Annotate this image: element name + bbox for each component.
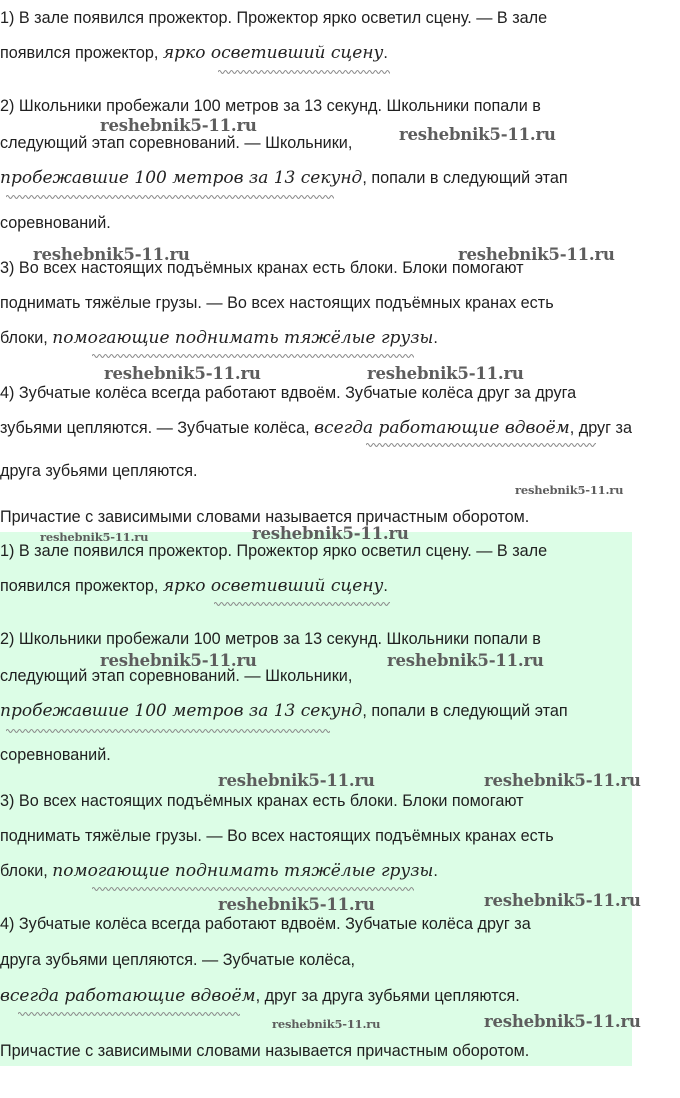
watermark: reshebnik5-11.ru <box>387 651 544 670</box>
watermark: reshebnik5-11.ru <box>399 125 556 144</box>
wavy-underline <box>6 728 330 734</box>
participle-phrase: всегда работающие вдвоём <box>314 418 570 438</box>
text-line: следующий этап соревнований. — Школьники, <box>0 134 353 152</box>
wavy-underline-graphic <box>92 353 414 359</box>
wavy-underline-graphic <box>6 194 334 200</box>
watermark: reshebnik5-11.ru <box>484 1012 641 1031</box>
wavy-underline-graphic <box>214 601 390 607</box>
watermark: reshebnik5-11.ru <box>484 891 641 910</box>
text-line: соревнований. <box>0 214 111 232</box>
wavy-underline <box>6 194 334 200</box>
wavy-underline <box>92 353 414 359</box>
wavy-underline-graphic <box>18 1011 240 1017</box>
text-line: 4) Зубчатые колёса всегда работают вдвоём. Зубчатые колёса друг за друга <box>0 384 577 402</box>
wavy-underline <box>218 69 390 75</box>
wavy-underline-graphic <box>6 728 330 734</box>
text-line: появился прожектор, ярко осветивший сцену. <box>0 576 388 596</box>
text-line: друга зубьями цепляются. <box>0 462 198 480</box>
watermark: reshebnik5-11.ru <box>104 364 261 383</box>
watermark: reshebnik5-11.ru <box>100 651 257 670</box>
watermark: reshebnik5-11.ru <box>252 524 409 543</box>
participle-phrase: помогающие поднимать тяжёлые грузы <box>52 328 434 348</box>
text-line: друга зубьями цепляются. — Зубчатые колёса, <box>0 951 356 969</box>
text-line: зубьями цепляются. — Зубчатые колёса, всегда работающие вдвоём, друг за <box>0 418 632 438</box>
wavy-underline <box>18 1011 240 1017</box>
text-line: блоки, помогающие поднимать тяжёлые грузы. <box>0 328 438 348</box>
watermark: reshebnik5-11.ru <box>40 530 149 544</box>
watermark: reshebnik5-11.ru <box>218 771 375 790</box>
wavy-underline <box>366 442 596 448</box>
watermark: reshebnik5-11.ru <box>218 895 375 914</box>
text-line: Причастие с зависимыми словами называется причастным оборотом. <box>0 1042 530 1060</box>
text-line: поднимать тяжёлые грузы. — Во всех настоящих подъёмных кранах есть <box>0 827 554 845</box>
text-line: всегда работающие вдвоём, друг за друга зубьями цепляются. <box>0 986 520 1006</box>
text-line: пробежавшие 100 метров за 13 секунд, попали в следующий этап <box>0 168 568 188</box>
text-line: поднимать тяжёлые грузы. — Во всех настоящих подъёмных кранах есть <box>0 294 554 312</box>
text-line: Причастие с зависимыми словами называется причастным оборотом. <box>0 508 530 526</box>
watermark: reshebnik5-11.ru <box>367 364 524 383</box>
wavy-underline-graphic <box>366 442 596 448</box>
text-line: появился прожектор, ярко осветивший сцену. <box>0 43 388 63</box>
answer-block-highlighted <box>0 532 632 1066</box>
participle-phrase: ярко осветивший сцену <box>162 576 384 596</box>
participle-phrase: пробежавшие 100 метров за 13 секунд <box>0 701 363 721</box>
wavy-underline-graphic <box>92 886 414 892</box>
answer-block-original <box>0 0 680 532</box>
watermark: reshebnik5-11.ru <box>100 116 257 135</box>
participle-phrase: всегда работающие вдвоём <box>0 986 256 1006</box>
text-line: 1) В зале появился прожектор. Прожектор ярко осветил сцену. — В зале <box>0 542 548 560</box>
text-line: 1) В зале появился прожектор. Прожектор ярко осветил сцену. — В зале <box>0 9 548 27</box>
watermark: reshebnik5-11.ru <box>33 245 190 264</box>
watermark: reshebnik5-11.ru <box>458 245 615 264</box>
text-line: 2) Школьники пробежали 100 метров за 13 секунд. Школьники попали в <box>0 97 541 115</box>
participle-phrase: ярко осветивший сцену <box>162 43 384 63</box>
watermark: reshebnik5-11.ru <box>272 1017 381 1031</box>
text-line: 2) Школьники пробежали 100 метров за 13 секунд. Школьники попали в <box>0 630 541 648</box>
text-line: следующий этап соревнований. — Школьники, <box>0 667 353 685</box>
text-line: блоки, помогающие поднимать тяжёлые грузы. <box>0 861 438 881</box>
text-line: пробежавшие 100 метров за 13 секунд, попали в следующий этап <box>0 701 568 721</box>
participle-phrase: пробежавшие 100 метров за 13 секунд <box>0 168 363 188</box>
wavy-underline-graphic <box>218 69 390 75</box>
wavy-underline <box>92 886 414 892</box>
text-line: соревнований. <box>0 746 111 764</box>
participle-phrase: помогающие поднимать тяжёлые грузы <box>52 861 434 881</box>
watermark: reshebnik5-11.ru <box>484 771 641 790</box>
text-line: 3) Во всех настоящих подъёмных кранах есть блоки. Блоки помогают <box>0 259 524 277</box>
wavy-underline <box>214 601 390 607</box>
text-line: 3) Во всех настоящих подъёмных кранах есть блоки. Блоки помогают <box>0 792 524 810</box>
text-line: 4) Зубчатые колёса всегда работают вдвоём. Зубчатые колёса друг за <box>0 915 531 933</box>
watermark: reshebnik5-11.ru <box>515 483 624 497</box>
